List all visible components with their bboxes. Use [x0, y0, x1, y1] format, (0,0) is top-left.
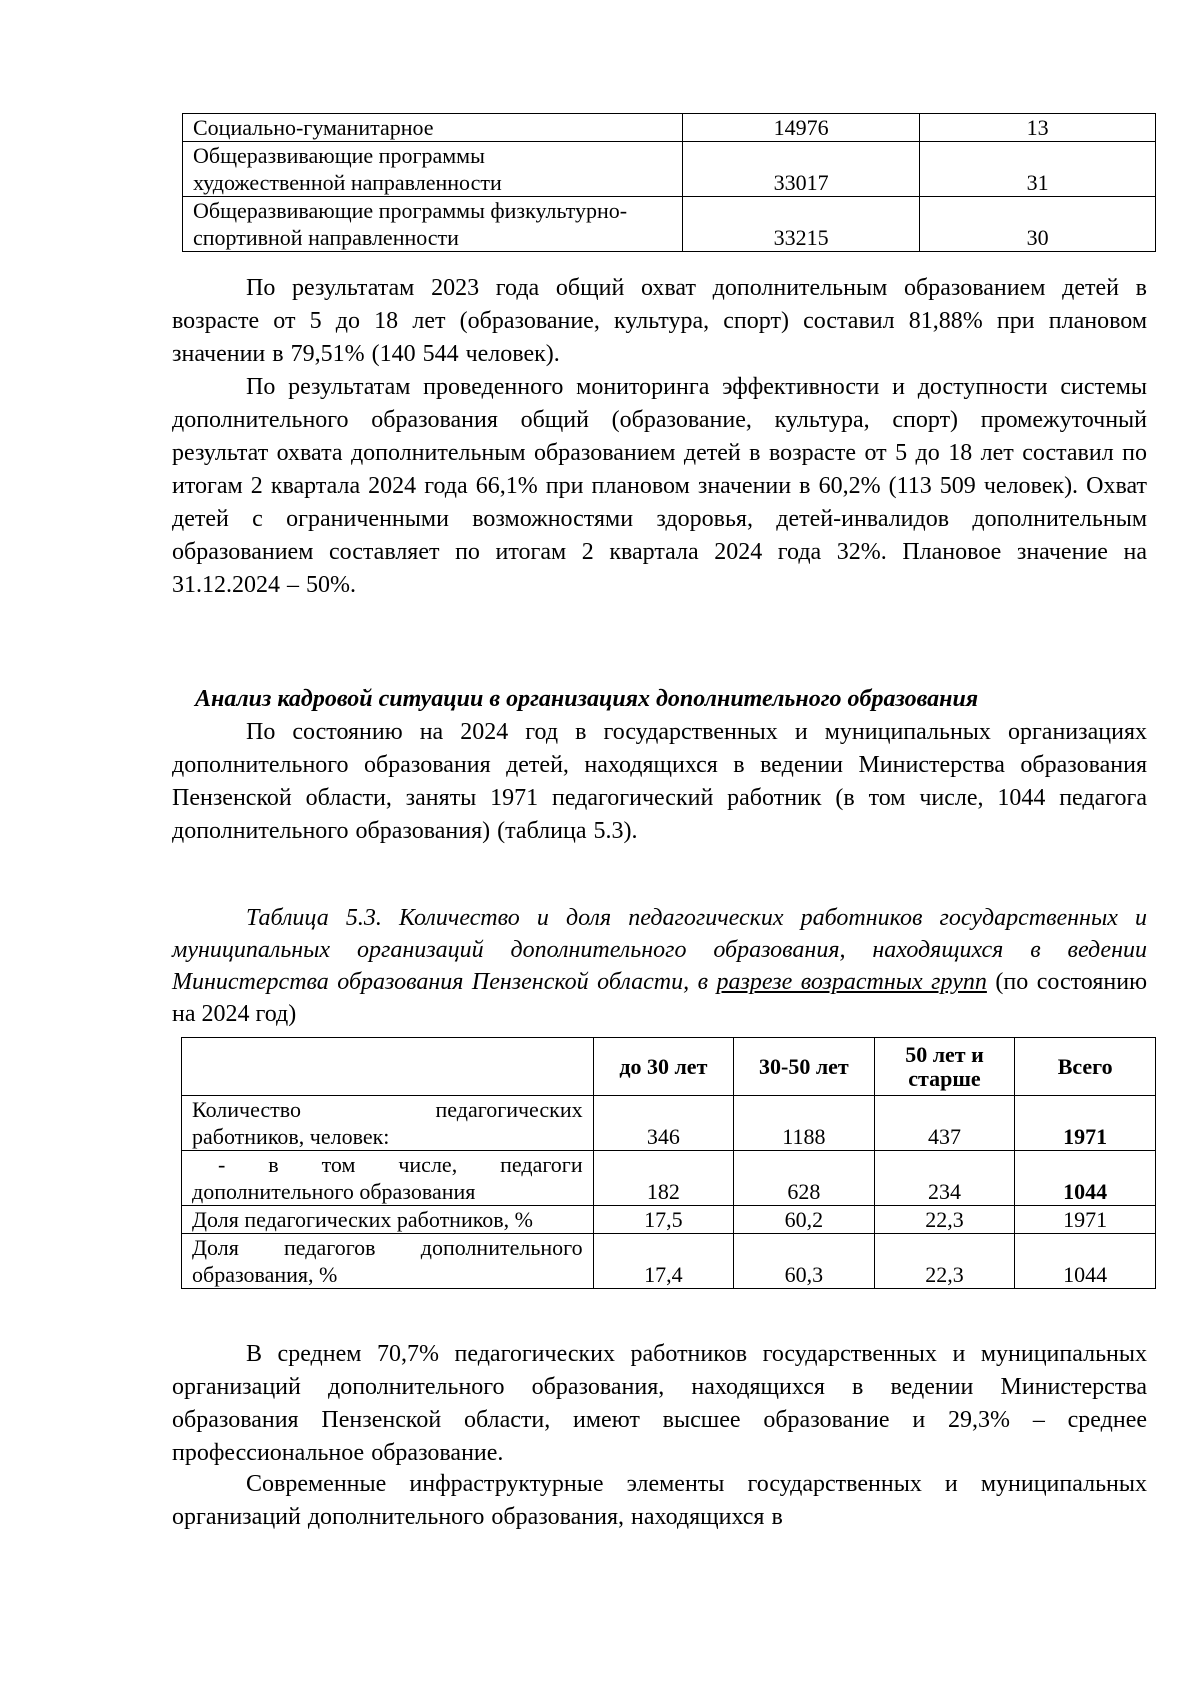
table-cell-value: 182 [593, 1151, 734, 1206]
table-cell-value: 22,3 [874, 1206, 1015, 1234]
table-cell-label: Доля педагогических работников, % [182, 1206, 594, 1234]
table-cell-label [182, 1096, 594, 1151]
table-cell-total: 1971 [1015, 1206, 1156, 1234]
table-row [182, 1096, 1156, 1151]
table-header-row [182, 1038, 1156, 1096]
table-cell-total: 1971 [1015, 1096, 1156, 1151]
table-cell-label: Социально-гуманитарное [183, 114, 683, 142]
table-cell-percent: 31 [920, 142, 1156, 197]
label-line: работников, человек: [192, 1124, 390, 1149]
table-cell-value: 346 [593, 1096, 734, 1151]
table-cell-value: 22,3 [874, 1234, 1015, 1289]
label-line: спортивной направленности [193, 225, 459, 250]
header-over-50 [874, 1038, 1015, 1096]
table-cell-count: 33017 [682, 142, 919, 197]
table-cell-value: 234 [874, 1151, 1015, 1206]
paragraph-coverage-2023: По результатам 2023 года общий охват дополнительным образованием детей в возрасте от 5 до 18 лет (образование, культура, спорт) составил 81,88% при плановом значении в 79,51% (140 544 человек). [172, 275, 1147, 367]
table-cell-label [182, 1151, 594, 1206]
label-line: Доля педагогов дополнительного [192, 1235, 583, 1260]
table-cell-value: 60,3 [734, 1234, 875, 1289]
paragraph-education-level: В среднем 70,7% педагогических работников государственных и муниципальных организаций дополнительного образования, находящихся в ведении Министерства образования Пензенской области, имеют высшее образование и 29,3% – среднее профессиональное образование. [172, 1341, 1147, 1466]
label-line: - в том числе, педагоги [218, 1152, 583, 1177]
table-cell-value: 17,5 [593, 1206, 734, 1234]
section-heading: Анализ кадровой ситуации в организациях дополнительного образования [195, 686, 979, 712]
table-caption [172, 902, 1147, 1030]
table-cell-count: 33215 [682, 197, 919, 252]
table-cell-total: 1044 [1015, 1151, 1156, 1206]
table-cell-value: 628 [734, 1151, 875, 1206]
label-line: Общеразвивающие программы физкультурно- [193, 198, 628, 223]
paragraph-infrastructure: Современные инфраструктурные элементы государственных и муниципальных организаций дополнительного образования, находящихся в [172, 1471, 1147, 1530]
table-cell-percent: 30 [920, 197, 1156, 252]
table-row [183, 142, 1156, 197]
caption-italic: Таблица 5.3. Количество и доля педагогических работников государственных и муниципальных организаций дополнительного образования, находящихся в ведении Министерства образования Пензенской области, в [172, 905, 1147, 995]
label-line: дополнительного образования [192, 1179, 476, 1204]
table-cell-value: 1188 [734, 1096, 875, 1151]
header-line: старше [908, 1065, 981, 1091]
paragraph-staff: По состоянию на 2024 год в государственных и муниципальных организациях дополнительного образования детей, находящихся в ведении Министерства образования Пензенской области, заняты 1971 педагогический работник (в том числе, 1044 педагога дополнительного образования) (таблица 5.3). [172, 719, 1147, 844]
directions-table [182, 113, 1156, 252]
table-cell-label [182, 1234, 594, 1289]
label-line: Количество педагогических [192, 1097, 583, 1122]
label-line: художественной направленности [193, 170, 502, 195]
table-row [182, 1151, 1156, 1206]
staff-age-table [181, 1037, 1156, 1289]
paragraph-monitoring: По результатам проведенного мониторинга эффективности и доступности системы дополнительного образования общий (образование, культура, спорт) промежуточный результат охвата дополнительным образованием детей в возрасте от 5 до 18 лет составил по итогам 2 квартала 2024 года 66,1% при плановом значении в 60,2% (113 509 человек). Охват детей с ограниченными возможностями здоровья, детей-инвалидов дополнительным образованием составляет по итогам 2 квартала 2024 года 32%. Плановое значение на 31.12.2024 – 50%. [172, 374, 1147, 598]
table-cell-value: 60,2 [734, 1206, 875, 1234]
caption-underlined: разрезе возрастных групп [716, 969, 987, 995]
label-line: Общеразвивающие программы [193, 143, 485, 168]
header-30-50: 30-50 лет [734, 1038, 875, 1096]
table-cell-value: 17,4 [593, 1234, 734, 1289]
table-cell-total: 1044 [1015, 1234, 1156, 1289]
table-row [183, 197, 1156, 252]
table-cell-label [183, 197, 683, 252]
header-under-30: до 30 лет [593, 1038, 734, 1096]
table-row [183, 114, 1156, 142]
table-cell-percent: 13 [920, 114, 1156, 142]
label-line: образования, % [192, 1262, 338, 1287]
header-empty [182, 1038, 594, 1096]
header-total: Всего [1015, 1038, 1156, 1096]
table-cell-value: 437 [874, 1096, 1015, 1151]
table-row [182, 1206, 1156, 1234]
table-row [182, 1234, 1156, 1289]
table-cell-label [183, 142, 683, 197]
caption-plain: (по состоянию на 2024 год) [172, 969, 1148, 1027]
header-line: 50 лет и [905, 1041, 984, 1067]
table-cell-count: 14976 [682, 114, 919, 142]
